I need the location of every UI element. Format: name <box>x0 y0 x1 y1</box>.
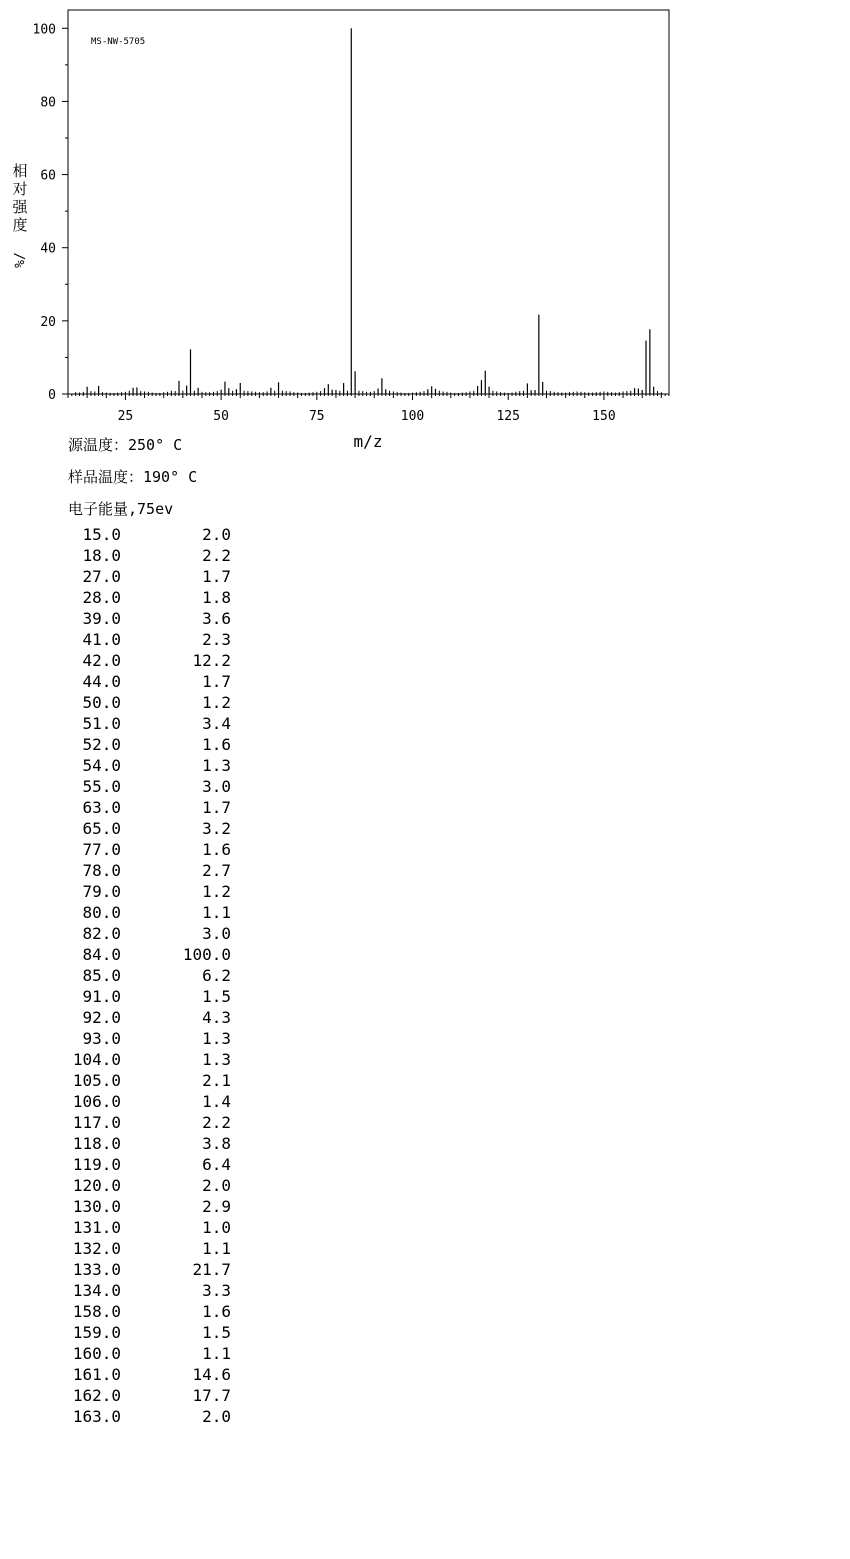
y-axis-label-char: %/ <box>13 252 28 268</box>
peak-table-row <box>60 1259 260 1280</box>
peak-intensity: 12.2 <box>192 651 231 670</box>
peak-intensity: 2.3 <box>202 630 231 649</box>
y-tick-label: 80 <box>40 95 56 111</box>
peak-intensity: 21.7 <box>192 1260 231 1279</box>
peak-intensity: 4.3 <box>202 1008 231 1027</box>
peak-intensity: 3.8 <box>202 1134 231 1153</box>
peak-mz: 28.0 <box>82 588 121 607</box>
peak-intensity: 1.4 <box>202 1092 231 1111</box>
peak-mz: 163.0 <box>72 1407 121 1426</box>
peak-mz: 158.0 <box>72 1302 121 1321</box>
peak-table-row <box>60 1154 260 1175</box>
peak-mz: 131.0 <box>72 1218 121 1237</box>
plot-frame <box>68 10 669 394</box>
peak-table-row <box>60 629 260 650</box>
peak-mz: 18.0 <box>82 546 121 565</box>
peak-intensity: 3.2 <box>202 819 231 838</box>
y-tick-label: 0 <box>48 388 56 403</box>
sample-id-label: MS-NW-5705 <box>91 37 146 47</box>
peak-intensity: 2.2 <box>202 546 231 565</box>
peak-mz: 106.0 <box>72 1092 121 1111</box>
peak-mz: 85.0 <box>82 966 121 985</box>
peak-mz: 133.0 <box>72 1260 121 1279</box>
peak-intensity: 2.0 <box>202 525 231 544</box>
peak-table-row <box>60 1280 260 1301</box>
peak-table-row <box>60 881 260 902</box>
x-tick-label: 25 <box>117 409 134 424</box>
peak-table-row <box>60 986 260 1007</box>
peak-mz: 84.0 <box>82 945 121 964</box>
peak-table-row <box>60 1406 260 1427</box>
peak-intensity: 1.3 <box>202 756 231 775</box>
peak-intensity: 1.6 <box>202 840 231 859</box>
peak-intensity: 3.6 <box>202 609 231 628</box>
y-axis-label-char: 度 <box>12 216 28 234</box>
peak-table-row <box>60 755 260 776</box>
electron-energy: 电子能量,75ev <box>68 500 174 518</box>
peak-table-row <box>60 1364 260 1385</box>
peak-mz: 104.0 <box>72 1050 121 1069</box>
x-tick-label: 150 <box>592 409 616 424</box>
peak-intensity: 2.2 <box>202 1113 231 1132</box>
spectrum-peaks <box>87 28 654 394</box>
peak-intensity: 1.0 <box>202 1218 231 1237</box>
x-tick-label: 100 <box>400 409 425 424</box>
peak-intensity: 1.1 <box>202 1239 231 1258</box>
y-axis-label <box>12 162 28 268</box>
peak-intensity: 1.1 <box>202 1344 231 1363</box>
peak-intensity: 2.7 <box>202 861 231 880</box>
source-temperature: 源温度：250° C <box>68 436 183 454</box>
peak-mz: 77.0 <box>82 840 121 859</box>
peak-table-row <box>60 944 260 965</box>
peak-table-row <box>60 776 260 797</box>
y-axis <box>33 22 68 403</box>
peak-mz: 44.0 <box>82 672 121 691</box>
peak-intensity: 1.6 <box>202 735 231 754</box>
peak-mz: 105.0 <box>72 1071 121 1090</box>
peak-table-row <box>60 734 260 755</box>
peak-table-row <box>60 1385 260 1406</box>
peak-table-row <box>60 713 260 734</box>
peak-table-row <box>60 1133 260 1154</box>
peak-mz: 63.0 <box>82 798 121 817</box>
peak-mz: 132.0 <box>72 1239 121 1258</box>
peak-intensity: 1.5 <box>202 987 231 1006</box>
y-tick-label: 40 <box>40 241 56 257</box>
peak-table-row <box>60 1322 260 1343</box>
peak-intensity: 1.7 <box>202 672 231 691</box>
peak-mz: 27.0 <box>82 567 121 586</box>
mass-spectrum-chart <box>0 0 850 460</box>
peak-mz: 80.0 <box>82 903 121 922</box>
peak-table-row <box>60 1238 260 1259</box>
peak-mz: 162.0 <box>72 1386 121 1405</box>
peak-mz: 78.0 <box>82 861 121 880</box>
peak-mz: 119.0 <box>72 1155 121 1174</box>
peak-mz: 161.0 <box>72 1365 121 1384</box>
peak-intensity: 3.0 <box>202 777 231 796</box>
peak-table-row <box>60 671 260 692</box>
peak-intensity: 1.1 <box>202 903 231 922</box>
peak-mz: 15.0 <box>82 525 121 544</box>
peak-mz: 55.0 <box>82 777 121 796</box>
peak-mz: 82.0 <box>82 924 121 943</box>
peak-table-row <box>60 692 260 713</box>
peak-intensity: 2.9 <box>202 1197 231 1216</box>
peak-mz: 51.0 <box>82 714 121 733</box>
peak-mz: 159.0 <box>72 1323 121 1342</box>
peak-table-row <box>60 1091 260 1112</box>
peak-mz: 39.0 <box>82 609 121 628</box>
x-tick-label: 50 <box>213 409 229 424</box>
peak-intensity: 2.1 <box>202 1071 231 1090</box>
x-axis-label: m/z <box>353 432 383 451</box>
peak-mz: 120.0 <box>72 1176 121 1195</box>
peak-table-row <box>60 1175 260 1196</box>
peak-table <box>60 524 260 1427</box>
peak-mz: 117.0 <box>72 1113 121 1132</box>
peak-mz: 118.0 <box>72 1134 121 1153</box>
peak-intensity: 1.7 <box>202 798 231 817</box>
y-tick-label: 100 <box>32 22 56 38</box>
peak-table-row <box>60 923 260 944</box>
peak-intensity: 3.3 <box>202 1281 231 1300</box>
peak-table-row <box>60 839 260 860</box>
peak-table-row <box>60 1007 260 1028</box>
x-axis <box>68 394 669 424</box>
peak-intensity: 2.0 <box>202 1407 231 1426</box>
peak-intensity: 17.7 <box>192 1386 231 1405</box>
peak-table-row <box>60 608 260 629</box>
peak-table-row <box>60 1112 260 1133</box>
peak-table-row <box>60 1343 260 1364</box>
peak-table-row <box>60 965 260 986</box>
peak-intensity: 3.4 <box>202 714 231 733</box>
peak-mz: 160.0 <box>72 1344 121 1363</box>
peak-intensity: 100.0 <box>182 945 231 964</box>
peak-table-row <box>60 545 260 566</box>
peak-mz: 134.0 <box>72 1281 121 1300</box>
peak-table-row <box>60 797 260 818</box>
peak-mz: 130.0 <box>72 1197 121 1216</box>
peak-mz: 42.0 <box>82 651 121 670</box>
peak-mz: 54.0 <box>82 756 121 775</box>
peak-table-row <box>60 818 260 839</box>
y-axis-label-char: 对 <box>12 180 28 198</box>
peak-intensity: 1.8 <box>202 588 231 607</box>
peak-table-row <box>60 1217 260 1238</box>
peak-intensity: 1.3 <box>202 1050 231 1069</box>
peak-intensity: 1.5 <box>202 1323 231 1342</box>
peak-intensity: 14.6 <box>192 1365 231 1384</box>
peak-table-row <box>60 1196 260 1217</box>
peak-intensity: 3.0 <box>202 924 231 943</box>
peak-table-row <box>60 566 260 587</box>
peak-mz: 50.0 <box>82 693 121 712</box>
peak-table-row <box>60 1049 260 1070</box>
sample-temperature: 样品温度：190° C <box>68 468 198 486</box>
peak-mz: 92.0 <box>82 1008 121 1027</box>
y-axis-label-char: 强 <box>12 198 28 216</box>
peak-intensity: 1.3 <box>202 1029 231 1048</box>
peak-mz: 41.0 <box>82 630 121 649</box>
peak-intensity: 1.6 <box>202 1302 231 1321</box>
peak-table-row <box>60 587 260 608</box>
x-tick-label: 125 <box>496 409 520 424</box>
peak-mz: 93.0 <box>82 1029 121 1048</box>
peak-table-row <box>60 1070 260 1091</box>
peak-intensity: 1.2 <box>202 882 231 901</box>
peak-mz: 52.0 <box>82 735 121 754</box>
peak-mz: 65.0 <box>82 819 121 838</box>
peak-table-row <box>60 1301 260 1322</box>
peak-mz: 91.0 <box>82 987 121 1006</box>
peak-intensity: 6.2 <box>202 966 231 985</box>
peak-intensity: 1.7 <box>202 567 231 586</box>
y-tick-label: 60 <box>40 168 56 184</box>
peak-intensity: 1.2 <box>202 693 231 712</box>
peak-table-row <box>60 650 260 671</box>
peak-table-row <box>60 902 260 923</box>
peak-intensity: 2.0 <box>202 1176 231 1195</box>
peak-table-row <box>60 524 260 545</box>
y-tick-label: 20 <box>40 314 56 330</box>
x-tick-label: 75 <box>308 409 325 424</box>
peak-table-row <box>60 1028 260 1049</box>
peak-intensity: 6.4 <box>202 1155 231 1174</box>
peak-table-row <box>60 860 260 881</box>
peak-mz: 79.0 <box>82 882 121 901</box>
y-axis-label-char: 相 <box>12 162 28 180</box>
